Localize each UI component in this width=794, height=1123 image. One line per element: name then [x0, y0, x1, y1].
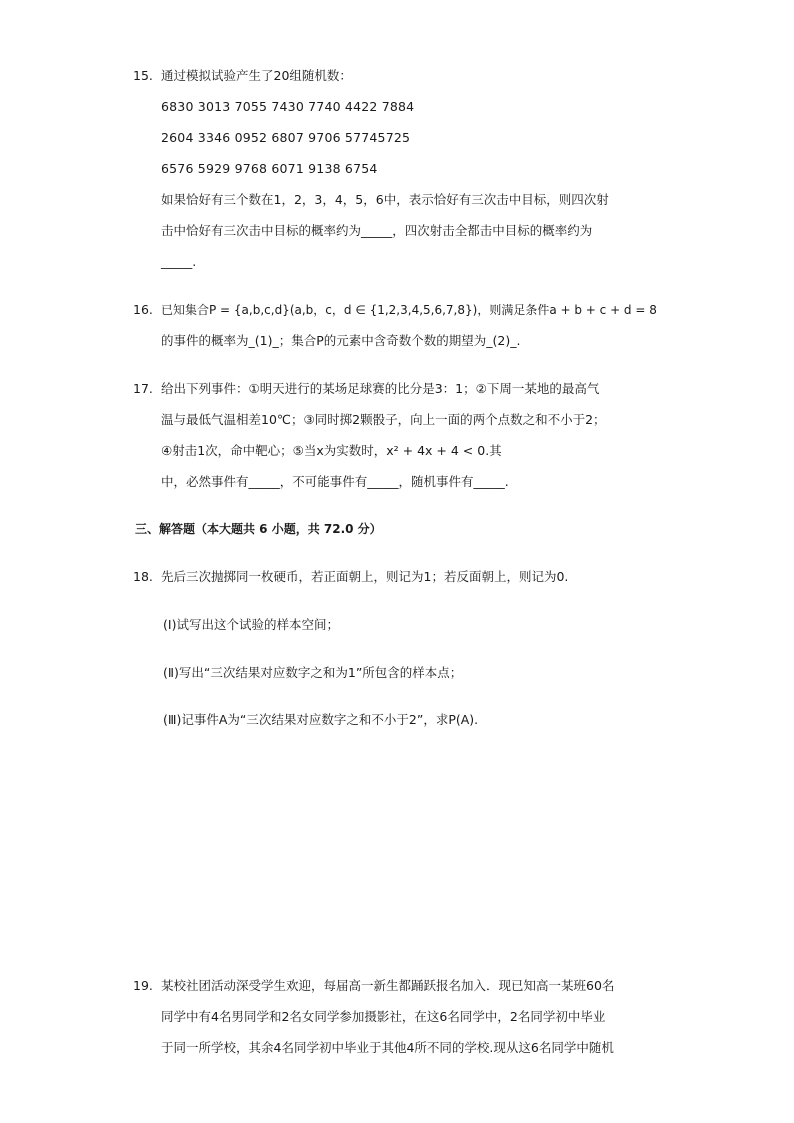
q15-text-3: _____.: [161, 254, 197, 269]
q16-text-2: 的事件的概率为_(1)_；集合P的元素中含奇数个数的期望为_(2)_.: [161, 333, 521, 348]
section-3-heading: 三、解答题（本大题共 6 小题，共 72.0 分）: [135, 522, 382, 536]
q15-number: 15.: [133, 68, 153, 83]
q17-number: 17.: [133, 381, 153, 396]
q17-text-3: ④射击1次，命中靶心；⑤当x为实数时，x² + 4x + 4 < 0.其: [161, 443, 502, 458]
q19-number: 19.: [133, 978, 153, 993]
q18-part-3: (Ⅲ)记事件A为“三次结果对应数字之和不小于2”，求P(A).: [163, 712, 479, 727]
q15-text-1: 如果恰好有三个数在1，2，3，4，5，6中，表示恰好有三次击中目标，则四次射: [161, 192, 609, 207]
q19-text-1: 某校社团活动深受学生欢迎，每届高一新生都踊跃报名加入．现已知高一某班60名: [161, 978, 615, 993]
q19-text-3: 于同一所学校，其余4名同学初中毕业于其他4所不同的学校.现从这6名同学中随机: [161, 1040, 614, 1055]
q16-number: 16.: [133, 302, 153, 317]
q17-text-2: 温与最低气温相差10℃；③同时掷2颗骰子，向上一面的两个点数之和不小于2；: [161, 412, 606, 427]
q19-text-2: 同学中有4名男同学和2名女同学参加摄影社，在这6名同学中，2名同学初中毕业: [161, 1009, 606, 1024]
q15-random-row-3: 6576 5929 9768 6071 9138 6754: [161, 161, 378, 176]
q16-text-1: 已知集合P = {a,b,c,d}(a,b，c，d ∈ {1,2,3,4,5,6,7,8})，则满足条件a + b + c + d = 8: [161, 303, 657, 317]
q15-text-2: 击中恰好有三次击中目标的概率约为_____，四次射击全都击中目标的概率约为: [161, 223, 593, 238]
q18-part-2: (Ⅱ)写出“三次结果对应数字之和为1”所包含的样本点；: [163, 665, 463, 680]
q15-random-row-2: 2604 3346 0952 6807 9706 57745725: [161, 130, 411, 145]
q17-text-1: 给出下列事件：①明天进行的某场足球赛的比分是3：1；②下周一某地的最高气: [161, 381, 600, 396]
q17-text-4: 中，必然事件有_____，不可能事件有_____，随机事件有_____.: [161, 474, 509, 489]
q15-intro: 通过模拟试验产生了20组随机数：: [161, 68, 352, 83]
q18-number: 18.: [133, 569, 153, 584]
q18-part-1: (Ⅰ)试写出这个试验的样本空间；: [163, 617, 339, 632]
q18-text-1: 先后三次抛掷同一枚硬币，若正面朝上，则记为1；若反面朝上，则记为0.: [161, 569, 569, 584]
q15-random-row-1: 6830 3013 7055 7430 7740 4422 7884: [161, 99, 415, 114]
